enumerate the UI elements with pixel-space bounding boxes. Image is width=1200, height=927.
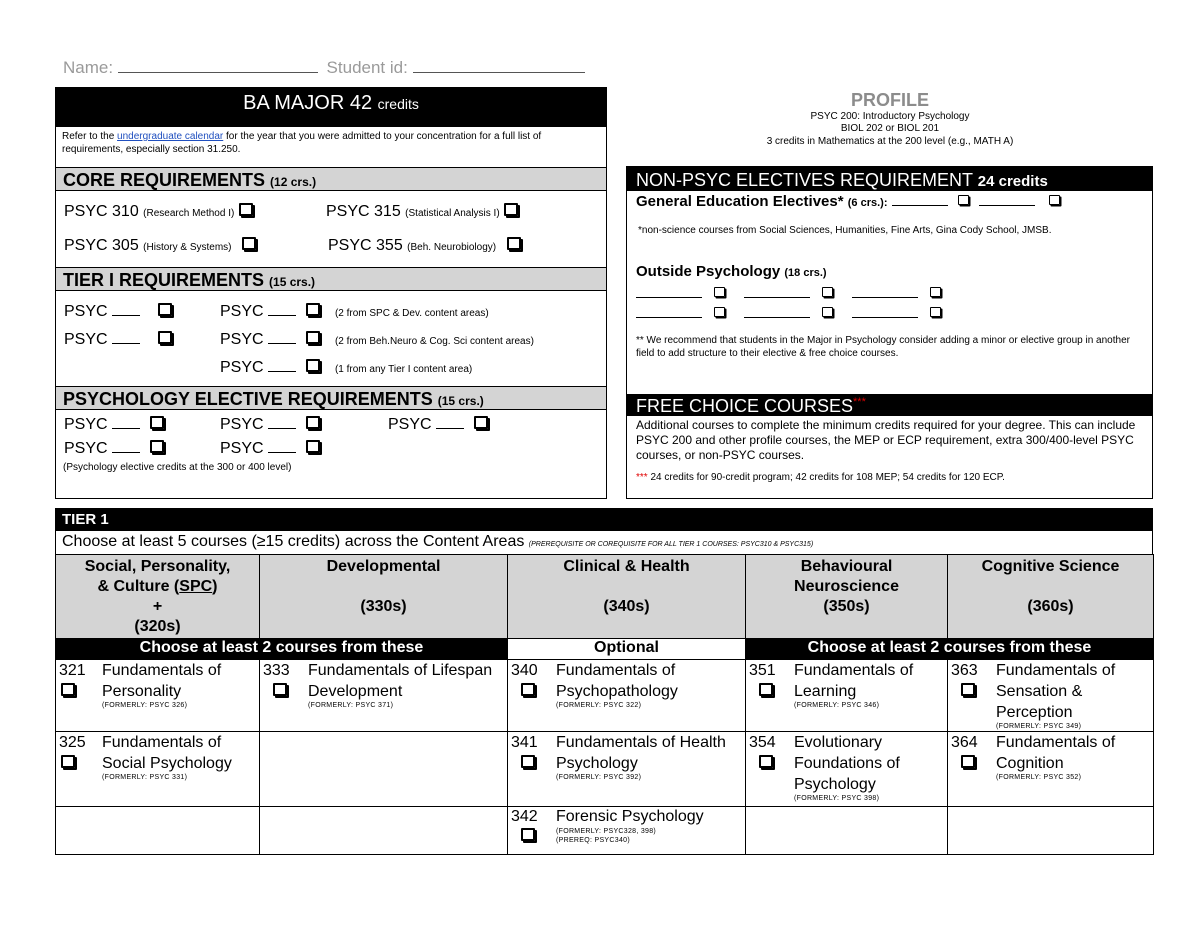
free-choice-header (627, 394, 1152, 416)
free-choice-note (636, 472, 1005, 483)
course-363 (948, 660, 1154, 732)
course-number: 325 (59, 734, 86, 751)
checkbox[interactable] (1049, 195, 1060, 205)
course-blank[interactable] (268, 315, 296, 316)
area-developmental (260, 555, 508, 639)
outside-label: Outside Psychology (636, 263, 781, 280)
ba-major-header (56, 88, 606, 127)
tier1-intro: Choose at least 5 courses (≥15 credits) across the Content Areas (62, 533, 525, 550)
course-former: (FORMERLY: PSYC 392) (556, 774, 642, 781)
tier-req-slot-4 (220, 331, 534, 349)
course-former: (FORMERLY: PSYC 349) (996, 723, 1082, 730)
gen-ed-note: *non-science courses from Social Sciences, Humanities, Fine Arts, Gina Cody School, JMSB. (638, 225, 1052, 236)
psyc-prefix: PSYC (64, 440, 108, 457)
area-range: (330s) (360, 598, 407, 615)
course-code: PSYC 310 (64, 203, 139, 220)
ba-major-title-suffix: credits (377, 96, 419, 112)
optional-label: Optional (508, 639, 746, 660)
checkbox-325[interactable] (61, 755, 75, 768)
name-field[interactable] (118, 72, 318, 73)
area-abbr: SPC (179, 578, 213, 595)
course-number: 333 (263, 662, 290, 679)
tier1-intro-row (55, 531, 1153, 554)
course-former: (FORMERLY: PSYC 352) (996, 774, 1082, 781)
free-choice-note-stars: *** (636, 472, 648, 483)
course-title: Fundamentals of Learning (794, 662, 914, 700)
student-id-label: Student id: (326, 58, 408, 77)
course-number: 342 (511, 808, 538, 825)
checkbox-354[interactable] (759, 755, 773, 768)
gen-ed-row (636, 193, 1060, 210)
choose-spc-dev: Choose at least 2 courses from these (56, 639, 508, 660)
checkbox[interactable] (958, 195, 969, 205)
course-prereq: (PREREQ: PSYC340) (556, 837, 630, 844)
tier1-title-bar (55, 508, 1153, 531)
area-name: Cognitive Science (981, 558, 1120, 575)
psyc-prefix: PSYC (220, 303, 264, 320)
area-header-row (56, 555, 1154, 639)
course-340 (508, 660, 746, 732)
elective-note: (Psychology elective credits at the 300 or 400 level) (63, 462, 292, 473)
course-former: (FORMERLY: PSYC 371) (308, 702, 394, 709)
area-range: (340s) (603, 598, 650, 615)
checkbox[interactable] (306, 303, 320, 316)
checkbox-342[interactable] (521, 828, 535, 841)
area-name: & Culture ( (97, 578, 180, 595)
course-blank[interactable] (436, 428, 464, 429)
checkbox[interactable] (158, 331, 172, 344)
elective-req-credits: (15 crs.) (437, 394, 484, 408)
area-name: Social, Personality, (84, 558, 231, 575)
outside-credits: (18 crs.) (784, 267, 827, 279)
checkbox-351[interactable] (759, 683, 773, 696)
psyc-prefix: PSYC (64, 331, 108, 348)
recommend-note: ** We recommend that students in the Major in Psychology consider adding a minor or elective group in another field to add structure to their elective & free choice courses. (636, 335, 1130, 359)
course-blank[interactable] (744, 297, 810, 298)
outside-blanks-row-1 (636, 285, 941, 303)
course-blank[interactable] (744, 317, 810, 318)
course-blank[interactable] (268, 343, 296, 344)
elective-slot-1 (64, 416, 164, 434)
course-blank[interactable] (268, 428, 296, 429)
course-342 (508, 807, 746, 855)
tier1-intro-note: (PREREQUISITE OR COREQUISITE FOR ALL TIER 1 COURSES: PSYC310 & PSYC315) (528, 541, 814, 548)
elective-slot-4 (64, 440, 164, 458)
course-321 (56, 660, 260, 732)
area-range: (320s) (134, 618, 181, 635)
core-credits: (12 crs.) (270, 175, 317, 189)
elective-req-header (56, 386, 606, 410)
tier-req-title: TIER I REQUIREMENTS (63, 270, 265, 290)
outside-blanks-row-2 (636, 305, 941, 323)
course-former: (FORMERLY: PSYC 322) (556, 702, 642, 709)
core-item-355 (328, 237, 521, 255)
course-blank[interactable] (636, 297, 702, 298)
core-item-315 (326, 203, 518, 221)
area-name: ) (212, 578, 218, 595)
non-psyc-title: NON-PSYC ELECTIVES REQUIREMENT (636, 170, 973, 190)
psyc-prefix: PSYC (220, 440, 264, 457)
free-choice-note-text: 24 credits for 90-credit program; 42 credits for 108 MEP; 54 credits for 120 ECP. (650, 472, 1005, 483)
checkbox[interactable] (822, 287, 833, 297)
empty-cell (260, 732, 508, 807)
psyc-prefix: PSYC (64, 416, 108, 433)
ba-major-intro (56, 127, 606, 167)
tier-req-credits: (15 crs.) (269, 275, 316, 289)
course-code: PSYC 315 (326, 203, 401, 220)
non-psyc-header (627, 167, 1152, 191)
ba-major-panel (55, 87, 607, 499)
checkbox[interactable] (474, 416, 488, 429)
elective-req-body (56, 410, 606, 478)
core-item-310 (64, 203, 253, 221)
elective-slot-5 (220, 440, 320, 458)
course-blank[interactable] (852, 317, 918, 318)
checkbox[interactable] (150, 440, 164, 453)
profile (627, 90, 1153, 148)
checkbox[interactable] (714, 287, 725, 297)
tier-req-body (56, 291, 606, 386)
psyc-prefix: PSYC (388, 416, 432, 433)
course-desc: (Beh. Neurobiology) (407, 242, 497, 253)
area-cognitive (948, 555, 1154, 639)
gen-ed-label: General Education Electives* (636, 193, 844, 210)
course-title: Fundamentals of Social Psychology (102, 734, 232, 772)
area-clinical (508, 555, 746, 639)
course-blank[interactable] (112, 452, 140, 453)
non-psyc-body (627, 191, 1152, 391)
tier1-table (55, 554, 1154, 855)
intro-post: for the year that you were admitted to your concentration for a full list of requirements, especially section 31.250. (62, 131, 542, 155)
area-range: (360s) (1027, 598, 1074, 615)
course-341 (508, 732, 746, 807)
tier-req-header (56, 267, 606, 291)
course-325 (56, 732, 260, 807)
tier-req-slot-1 (64, 303, 172, 321)
course-title: Fundamentals of Health Psychology (556, 734, 726, 772)
area-name: Neuroscience (794, 578, 899, 595)
elective-req-title: PSYCHOLOGY ELECTIVE REQUIREMENTS (63, 389, 433, 409)
course-row-3 (56, 807, 1154, 855)
tier-req-note: (1 from any Tier I content area) (334, 364, 473, 375)
tier1-section (55, 508, 1153, 855)
tier-req-note: (2 from SPC & Dev. content areas) (334, 308, 489, 319)
area-range: (350s) (823, 598, 870, 615)
free-choice-text: Additional courses to complete the minimum credits required for your degree. This can include PSYC 200 and other profile courses, the MEP or ECP requirement, extra 300/400-level PSYC courses, or non-PSYC courses. (636, 418, 1136, 462)
checkbox[interactable] (930, 307, 941, 317)
core-item-305 (64, 237, 256, 255)
course-title: Fundamentals of Cognition (996, 734, 1116, 772)
free-choice-stars: *** (853, 396, 866, 408)
checkbox-psyc310[interactable] (239, 203, 253, 216)
checkbox[interactable] (306, 416, 320, 429)
course-354 (746, 732, 948, 807)
course-code: PSYC 355 (328, 237, 403, 254)
name-row (63, 58, 585, 78)
course-blank[interactable] (892, 205, 948, 206)
student-id-field[interactable] (413, 72, 585, 73)
checkbox[interactable] (306, 359, 320, 372)
psyc-prefix: PSYC (64, 303, 108, 320)
checkbox[interactable] (306, 331, 320, 344)
tier-req-slot-5 (220, 359, 472, 377)
checkbox-psyc305[interactable] (242, 237, 256, 250)
area-name: Clinical & Health (563, 558, 690, 575)
course-row-2 (56, 732, 1154, 807)
choose-neuro-cog: Choose at least 2 courses from these (746, 639, 1154, 660)
course-desc: (Statistical Analysis I) (405, 208, 500, 219)
profile-line: PSYC 200: Introductory Psychology (810, 111, 970, 122)
course-former: (FORMERLY: PSYC328, 398) (556, 828, 657, 835)
course-title: Fundamentals of Psychopathology (556, 662, 678, 700)
checkbox[interactable] (714, 307, 725, 317)
checkbox[interactable] (158, 303, 172, 316)
checkbox[interactable] (822, 307, 833, 317)
empty-cell (56, 807, 260, 855)
gen-ed-credits: (6 crs.): (847, 197, 888, 209)
checkbox[interactable] (930, 287, 941, 297)
area-name: Behavioural (800, 558, 893, 575)
course-former: (FORMERLY: PSYC 346) (794, 702, 880, 709)
course-blank[interactable] (852, 297, 918, 298)
course-number: 364 (951, 734, 978, 751)
psyc-prefix: PSYC (220, 416, 264, 433)
elective-slot-2 (220, 416, 320, 434)
course-number: 351 (749, 662, 776, 679)
course-desc: (Research Method I) (143, 208, 235, 219)
course-333 (260, 660, 508, 732)
area-plus: + (152, 598, 163, 615)
checkbox-363[interactable] (961, 683, 975, 696)
course-title: Evolutionary Foundations of Psychology (794, 734, 900, 793)
tier1-title: TIER 1 (62, 511, 109, 528)
intro-pre: Refer to the (62, 131, 115, 142)
area-neuro (746, 555, 948, 639)
psyc-prefix: PSYC (220, 331, 264, 348)
checkbox-333[interactable] (273, 683, 287, 696)
course-blank[interactable] (268, 371, 296, 372)
tier-req-note: (2 from Beh.Neuro & Cog. Sci content areas) (334, 336, 534, 347)
checkbox-340[interactable] (521, 683, 535, 696)
psyc-prefix: PSYC (220, 359, 264, 376)
course-title: Fundamentals of Personality (102, 662, 222, 700)
course-blank[interactable] (112, 343, 140, 344)
course-number: 321 (59, 662, 86, 679)
core-header (56, 167, 606, 191)
tier-req-slot-2 (220, 303, 489, 321)
course-number: 363 (951, 662, 978, 679)
non-psyc-credits: 24 credits (977, 173, 1048, 190)
course-blank[interactable] (636, 317, 702, 318)
empty-cell (746, 807, 948, 855)
course-desc: (History & Systems) (143, 242, 232, 253)
elective-slot-3 (388, 416, 488, 434)
choose-row (56, 639, 1154, 660)
course-blank[interactable] (112, 315, 140, 316)
area-spc (56, 555, 260, 639)
course-former: (FORMERLY: PSYC 326) (102, 702, 188, 709)
checkbox-364[interactable] (961, 755, 975, 768)
empty-cell (260, 807, 508, 855)
free-choice-title: FREE CHOICE COURSES (636, 396, 854, 416)
checkbox-psyc355[interactable] (507, 237, 521, 250)
course-number: 354 (749, 734, 776, 751)
course-former: (FORMERLY: PSYC 398) (794, 795, 880, 802)
course-title: Forensic Psychology (556, 808, 704, 825)
undergraduate-calendar-link[interactable]: undergraduate calendar (117, 131, 224, 142)
area-name: Developmental (326, 558, 441, 575)
course-row-1 (56, 660, 1154, 732)
course-364 (948, 732, 1154, 807)
core-body (56, 191, 606, 267)
course-351 (746, 660, 948, 732)
ba-major-title: BA MAJOR 42 (243, 92, 373, 114)
course-former: (FORMERLY: PSYC 331) (102, 774, 188, 781)
course-number: 340 (511, 662, 538, 679)
profile-line: BIOL 202 or BIOL 201 (840, 123, 940, 134)
tier-req-slot-3 (64, 331, 172, 349)
checkbox-341[interactable] (521, 755, 535, 768)
checkbox-psyc315[interactable] (504, 203, 518, 216)
course-number: 341 (511, 734, 538, 751)
outside-row (636, 263, 827, 280)
core-title: CORE REQUIREMENTS (63, 170, 266, 190)
checkbox-321[interactable] (61, 683, 75, 696)
course-blank[interactable] (112, 428, 140, 429)
profile-line: 3 credits in Mathematics at the 200 level (e.g., MATH A) (766, 136, 1014, 147)
name-label: Name: (63, 58, 114, 77)
checkbox[interactable] (150, 416, 164, 429)
course-code: PSYC 305 (64, 237, 139, 254)
course-blank[interactable] (268, 452, 296, 453)
checkbox[interactable] (306, 440, 320, 453)
course-blank[interactable] (979, 205, 1035, 206)
course-title: Fundamentals of Lifespan Development (308, 662, 493, 700)
course-title: Fundamentals of Sensation & Perception (996, 662, 1116, 721)
empty-cell (948, 807, 1154, 855)
non-psyc-panel (627, 166, 1153, 499)
profile-title: PROFILE (850, 90, 929, 110)
